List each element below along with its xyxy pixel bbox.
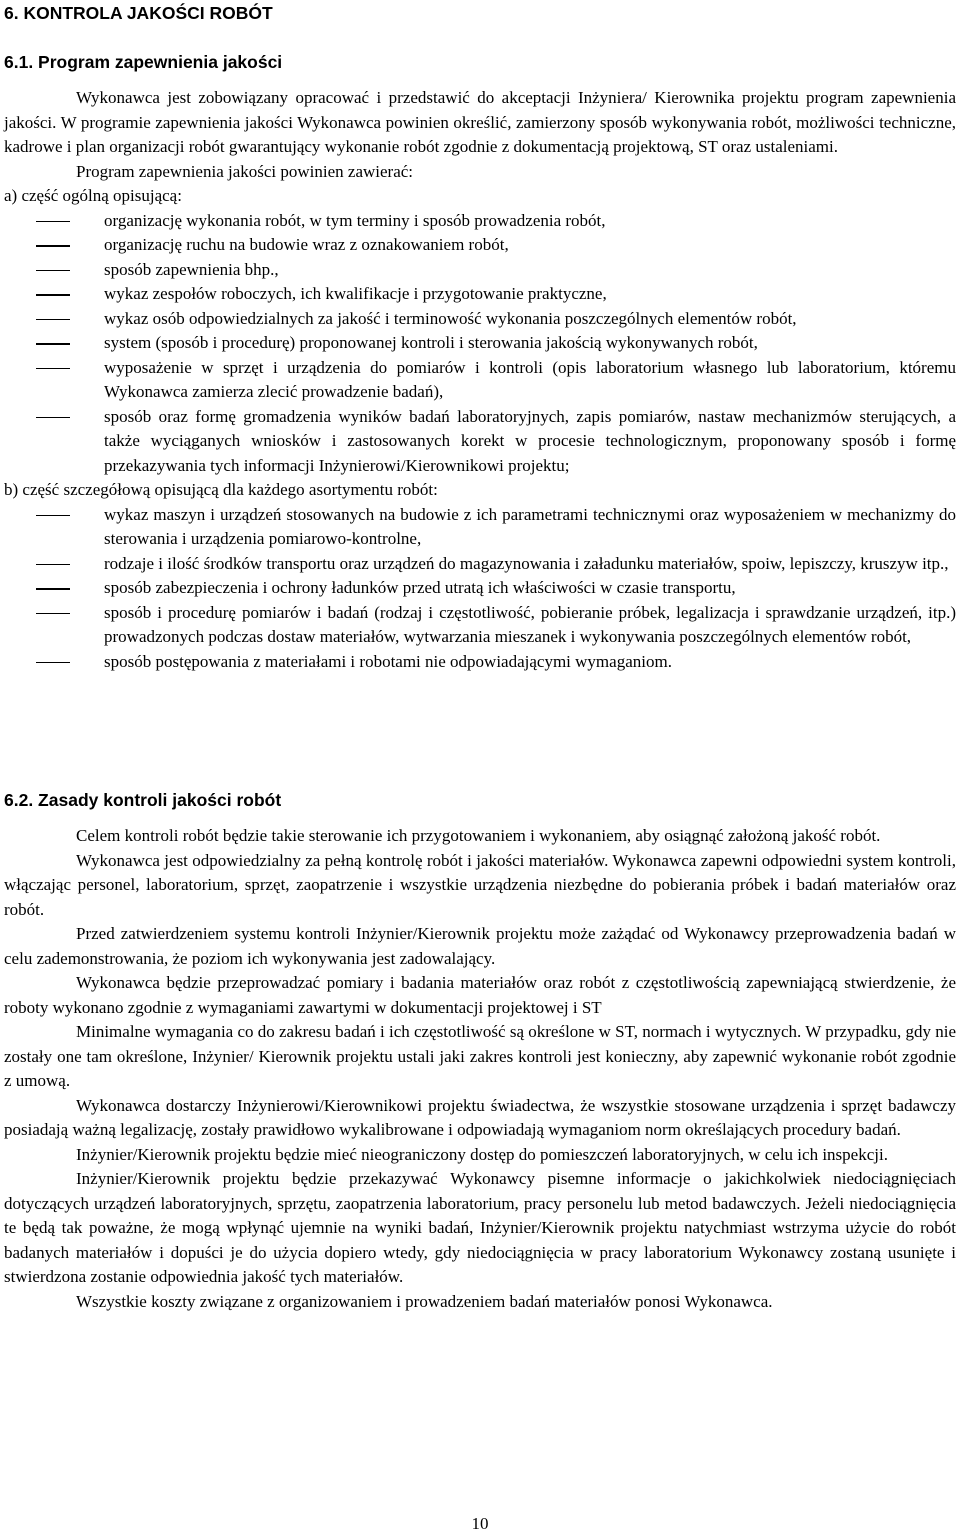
paragraph: Wykonawca dostarczy Inżynierowi/Kierownikowi projektu świadectwa, że wszystkie stosowane urządzenia i sprzęt badawczy posiadają ważną legalizację, zostały prawidłowo wykalibrowane i odpowiadają wymaganiom norm określających procedury badań. — [4, 1095, 956, 1139]
list-item-text: sposób zapewnienia bhp., — [104, 259, 279, 279]
paragraph: Wykonawca będzie przeprowadzać pomiary i badania materiałów oraz robót z częstotliwością zapewniającą stwierdzenie, że roboty wykonano zgodnie z wymaganiami zawartymi w dokumentacji projektowej i ST — [4, 973, 956, 1017]
list-item — [4, 552, 956, 577]
paragraph: Wykonawca jest zobowiązany opracować i przedstawić do akceptacji Inżyniera/ Kierownika projektu program zapewnienia jakości. W programie zapewnienia jakości Wykonawca powinien określić, zamierzony sposób wykonywania robót, możliwości techniczne, kadrowe i plan organizacji robót gwarantujący wykonanie robót zgodnie z dokumentacją projektową, ST oraz ustaleniami. — [4, 88, 956, 156]
list-item-text: wyposażenie w sprzęt i urządzenia do pomiarów i kontroli (opis laboratorium własnego lub laboratorium, któremu Wykonawca zamierza zlecić prowadzenie badań), — [104, 357, 956, 401]
list-item-text: sposób oraz formę gromadzenia wyników badań laboratoryjnych, zapis pomiarów, nastaw mechanizmów sterujących, a także wyciąganych wniosków i zastosowanych korekt w procesie technologicznym, proponowany sposób i formę przekazywania tych informacji Inżynierowi/Kierownikowi projektu; — [104, 406, 956, 475]
list-item — [4, 282, 956, 307]
subsection-6-1-body — [4, 86, 956, 674]
list-item — [4, 209, 956, 234]
list-b — [4, 503, 956, 675]
list-item-text: system (sposób i procedurę) proponowanej kontroli i sterowania jakością wykonywanych robót, — [104, 333, 758, 352]
paragraph: Program zapewnienia jakości powinien zawierać: — [76, 161, 414, 181]
list-item-text: wykaz zespołów roboczych, ich kwalifikacje i przygotowanie praktyczne, — [104, 284, 607, 303]
page-number: 10 — [471, 1514, 489, 1533]
paragraph: Wykonawca jest odpowiedzialny za pełną kontrolę robót i jakości materiałów. Wykonawca zapewni odpowiedni system kontroli, włączając personel, laboratorium, sprzęt, zaopatrzenie i wszystkie urządzenia niezbędne do pobierania próbek i badań materiałów oraz robót. — [4, 850, 956, 919]
subsection-6-2-body — [4, 824, 956, 1314]
list-item — [4, 258, 956, 283]
subsection-heading-6-1: 6.1. Program zapewnienia jakości — [4, 52, 283, 72]
paragraph: Celem kontroli robót będzie takie sterowanie ich przygotowaniem i wykonaniem, aby osiągnąć założoną jakość robót. — [76, 826, 881, 845]
paragraph: Przed zatwierdzeniem systemu kontroli Inżynier/Kierownik projektu może zażądać od Wykonawcy przeprowadzenia badań w celu zademonstrowania, że poziom ich wykonywania jest zadowalający. — [4, 924, 956, 968]
list-item — [4, 307, 956, 332]
list-a — [4, 209, 956, 479]
list-item-text: sposób zabezpieczenia i ochrony ładunków przed utratą ich właściwości w czasie transportu, — [104, 578, 736, 597]
list-item-text: sposób postępowania z materiałami i robotami nie odpowiadającymi wymaganiom. — [104, 651, 672, 671]
list-item — [4, 331, 956, 356]
list-item — [4, 576, 956, 601]
list-item — [4, 601, 956, 650]
paragraph: Wszystkie koszty związane z organizowaniem i prowadzeniem badań materiałów ponosi Wykonawca. — [76, 1291, 773, 1311]
list-item-text: organizację ruchu na budowie wraz z oznakowaniem robót, — [104, 235, 509, 254]
list-a-intro: a) część ogólną opisującą: — [4, 186, 182, 205]
list-item — [4, 233, 956, 258]
section-heading: 6. KONTROLA JAKOŚCI ROBÓT — [4, 3, 273, 23]
paragraph: Inżynier/Kierownik projektu będzie mieć nieograniczony dostęp do pomieszczeń laboratoryjnych, w celu ich inspekcji. — [76, 1144, 888, 1164]
list-item-text: wykaz osób odpowiedzialnych za jakość i terminowość wykonania poszczególnych elementów robót, — [104, 308, 797, 328]
list-b-intro: b) część szczegółową opisującą dla każdego asortymentu robót: — [4, 480, 438, 499]
list-item-text: sposób i procedurę pomiarów i badań (rodzaj i częstotliwość, pobieranie próbek, legalizacja i sprawdzanie urządzeń, itp.) prowadzonych podczas dostaw materiałów, wytwarzania mieszanek i wykonywania poszczególnych elementów robót, — [104, 602, 956, 646]
list-item-text: organizację wykonania robót, w tym terminy i sposób prowadzenia robót, — [104, 210, 606, 230]
list-item-text: wykaz maszyn i urządzeń stosowanych na budowie z ich parametrami technicznymi oraz wyposażeniem w mechanizmy do sterowania i urządzenia pomiarowo-kontrolne, — [104, 504, 956, 548]
paragraph: Inżynier/Kierownik projektu będzie przekazywać Wykonawcy pisemne informacje o jakichkolwiek niedociągnięciach dotyczących urządzeń laboratoryjnych, sprzętu, zaopatrzenia laboratorium, pracy personelu lub metod badawczych. Jeżeli niedociągnięcia te będą tak poważne, że mogą wpłynąć ujemnie na wyniki badań, Inżynier/Kierownik projektu natychmiast wstrzyma użycie do robót badanych materiałów i dopuści je do użycia dopiero wtedy, gdy niedociągnięcia w pracy laboratorium Wykonawcy zostaną usunięte i stwierdzona zostanie odpowiednia jakość tych materiałów. — [4, 1169, 956, 1286]
subsection-heading-6-2: 6.2. Zasady kontroli jakości robót — [4, 790, 282, 810]
list-item — [4, 503, 956, 552]
paragraph: Minimalne wymagania co do zakresu badań i ich częstotliwość są określone w ST, normach i wytycznych. W przypadku, gdy nie zostały one tam określone, Inżynier/ Kierownik projektu ustali jaki zakres kontroli jest konieczny, aby zapewnić wykonanie robót zgodnie z umową. — [4, 1022, 956, 1090]
list-item — [4, 650, 956, 675]
list-item — [4, 405, 956, 479]
list-item-text: rodzaje i ilość środków transportu oraz urządzeń do magazynowania i załadunku materiałów, spoiw, lepiszczy, kruszyw itp., — [104, 553, 949, 573]
list-item — [4, 356, 956, 405]
